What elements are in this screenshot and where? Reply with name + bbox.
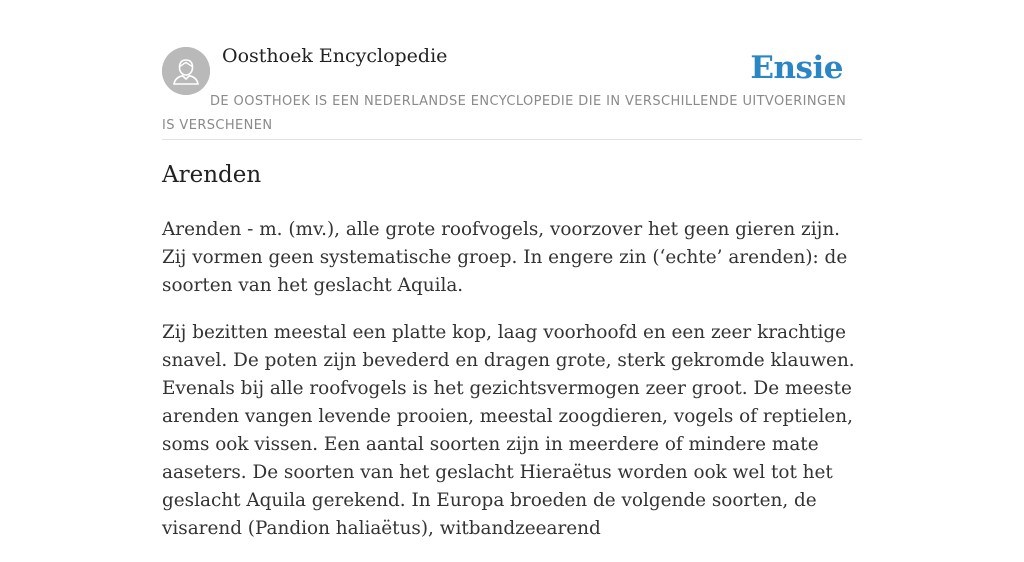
source-name[interactable]: Oosthoek Encyclopedie — [222, 45, 448, 67]
article-title: Arenden — [162, 162, 262, 188]
source-header — [162, 0, 862, 140]
article-paragraph: Arenden - m. (mv.), alle grote roofvogels, voorzover het geen gieren zijn. Zij vormen geen systematische groep. In engere zin (‘echte’ arenden): de soorten van het geslacht Aquila. — [162, 219, 848, 296]
ensie-logo-link[interactable]: Ensie — [750, 50, 843, 86]
page — [162, 0, 862, 539]
user-icon[interactable] — [162, 47, 210, 95]
article-paragraph: Zij bezitten meestal een platte kop, laag voorhoofd en een zeer krachtige snavel. De poten zijn bevederd en dragen grote, sterk gekromde klauwen. Evenals bij alle roofvogels is het gezichtsvermogen zeer groot. De meeste arenden vangen levende prooien, meestal zoogdieren, vogels of reptielen, soms ook vissen. Een aantal soorten zijn in meerdere of mindere mate aaseters. De soorten van het geslacht Hieraëtus worden ook wel tot het geslacht Aquila gerekend. In Europa broeden de volgende soorten, de visarend (Pandion haliaëtus), witbandzeearend — [162, 322, 855, 539]
source-tagline: DE OOSTHOEK IS EEN NEDERLANDSE ENCYCLOPEDIE DIE IN VERSCHILLENDE UITVOERINGEN IS VERSCHENEN — [162, 94, 847, 133]
article-content — [162, 216, 862, 562]
